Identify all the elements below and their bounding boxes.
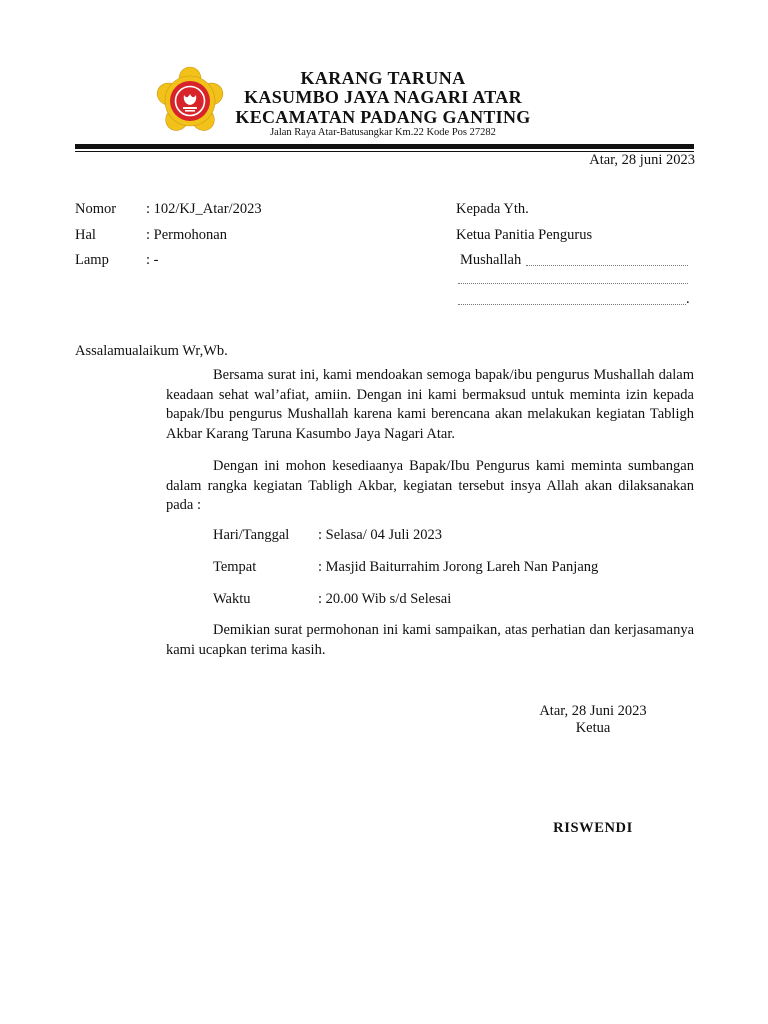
event-value-time: : 20.00 Wib s/d Selesai	[318, 591, 452, 607]
body-paragraph-2: Dengan ini mohon kesediaanya Bapak/Ibu Pengurus kami meminta sumbangan dalam rangka kegiatan Tabligh Akbar, kegiatan tersebut insya Allah akan dilaksanakan pada :	[166, 458, 694, 513]
event-value-place: : Masjid Baiturrahim Jorong Lareh Nan Panjang	[318, 559, 599, 575]
org-address: Jalan Raya Atar-Batusangkar Km.22 Kode Pos 27282	[270, 127, 496, 138]
header-rule-thick	[75, 144, 694, 149]
recipient-line3: Mushallah	[460, 252, 522, 268]
meta-label-lamp: Lamp	[75, 252, 109, 268]
event-label-time: Waktu	[213, 591, 251, 607]
karang-taruna-logo	[147, 66, 233, 136]
event-label-place: Tempat	[213, 559, 257, 575]
event-value-date: : Selasa/ 04 Juli 2023	[318, 527, 443, 543]
signature-position: Ketua	[575, 720, 611, 736]
meta-label-nomor: Nomor	[75, 201, 117, 217]
recipient-line1: Kepada Yth.	[456, 201, 529, 217]
recipient-dotted-line-2	[458, 283, 688, 284]
meta-label-hal: Hal	[75, 227, 96, 243]
meta-value-lamp: : -	[146, 252, 159, 268]
body-paragraph-1: Bersama surat ini, kami mendoakan semoga bapak/ibu pengurus Mushallah dalam keadaan sehat wal’afiat, amiin. Dengan ini kami bermaksud untuk meminta izin kepada bapak/Ibu pengurus Mushallah karena kami berencana akan melakukan kegiatan Tabligh Akbar Karang Taruna Kasumbo Jaya Nagari Atar.	[166, 367, 694, 442]
event-label-date: Hari/Tanggal	[213, 527, 290, 543]
org-name: KARANG TARUNA	[300, 68, 466, 88]
recipient-dotted-line-3	[458, 304, 686, 305]
recipient-end-period: .	[686, 291, 690, 307]
recipient-dotted-line-1	[526, 265, 688, 266]
meta-value-nomor: : 102/KJ_Atar/2023	[146, 201, 262, 217]
signature-name: RISWENDI	[553, 820, 633, 836]
signature-place-date: Atar, 28 Juni 2023	[539, 703, 647, 719]
greeting: Assalamualaikum Wr,Wb.	[75, 343, 228, 359]
org-unit: KASUMBO JAYA NAGARI ATAR	[244, 87, 522, 107]
letter-date: Atar, 28 juni 2023	[589, 152, 695, 168]
org-district: KECAMATAN PADANG GANTING	[235, 107, 531, 127]
closing-paragraph: Demikian surat permohonan ini kami sampaikan, atas perhatian dan kerjasamanya kami ucapkan terima kasih.	[166, 622, 694, 658]
meta-value-hal: : Permohonan	[146, 227, 227, 243]
recipient-line2: Ketua Panitia Pengurus	[456, 227, 593, 243]
